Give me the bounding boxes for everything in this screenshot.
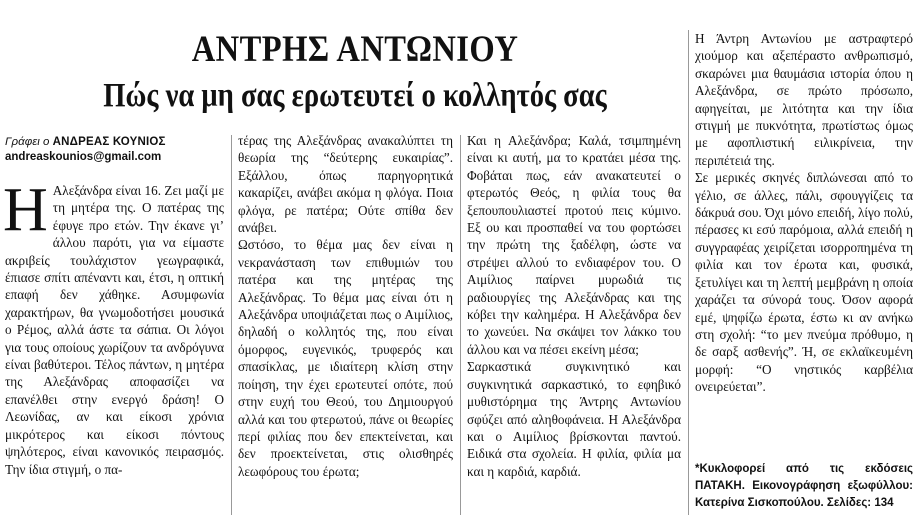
article-title: ΑΝΤΡΗΣ ΑΝΤΩΝΙΟΥ (191, 29, 519, 70)
column-divider (231, 135, 232, 515)
article-column-1 (3, 176, 224, 478)
paragraph (3, 176, 224, 478)
byline-prefix: Γράφει ο (5, 136, 50, 148)
article-column-3 (467, 132, 681, 480)
paragraph: Σε μερικές σκηνές διπλώνεσαι από το γέλιο, σε άλλες, πάλι, σφουγγίζεις τα δάκρυά σου. Όχι μόνο επειδή, λίγο πολύ, πέρασες κι εσύ παρόμοια, αλλά επειδή η συγγραφέας χειρίζεται ισορροπημένα τη φιλία και τον έρωτα και, φυσικά, ξετυλίγει και τη λεπτή μεμβράνη η οποία χαράζει τα σύνορά τους. Όσον αφορά εμέ, ψηφίζω έρωτα, έστω κι αν ανήκω στη σχολή: “το μεν πνεύμα πρόθυμο, η δε σαρξ ασθενής”. Ή, σε εκλαϊκευμένη μορφή: “Ο νηστικός καρβέλια ονειρεύεται”. (695, 170, 913, 395)
byline-author: ΑΝΔΡΕΑΣ ΚΟΥΝΙΟΣ (52, 136, 166, 148)
paragraph: Η Άντρη Αντωνίου με αστραφτερό χιούμορ και αξεπέραστο ανθρωπισμό, σκαρώνει μια θαυμάσια ιστορία όπου η Αλεξάνδρα, σε πρώτο πρόσωπο, αφηγείται, με λιτότητα και την ίδια στιγμή με πυκνότητα, πρωτίστως όμως με αφοπλιστική ειλικρίνεια, την περιπέτειά της. (695, 31, 913, 168)
paragraph: Ωστόσο, το θέμα μας δεν είναι η νεκρανάσταση των επιθυμιών του πατέρα και της μητέρας της Αλεξάνδρας. Το θέμα μας είναι ότι η Αλεξάνδρα υποψιάζεται πως ο Αιμίλιος, δηλαδή ο κολλητός της, που είναι όμορφος, ευγενικός, τρυφερός και σπασίκλας, με ιδιαίτερη κλίση στην ποίηση, την έχει ερωτευτεί οπότε, πού στην ευχή του Θεού, του Δημιουργού αλλά και του φτερωτού, πάνε οι θεωρίες περί φιλίας που δεν επεκτείνεται, και δεν προεκτείνεται, στις ολισθηρές λεωφόρους του έρωτα; (238, 237, 453, 479)
paragraph: τέρας της Αλεξάνδρας ανακαλύπτει τη θεωρία της “δεύτερης ευκαιρίας”. Εξάλλου, όπως παρηγορητικά κακαρίζει, ανάβει ακόμα η φλόγα. Ποια φλόγα, ρε πατέρα; Ούτε σπίθα δεν ανάβει. (238, 133, 453, 236)
dropcap-letter: Η (3, 176, 48, 244)
column-1-text: Αλεξάνδρα είναι 16. Ζει μαζί με τη μητέρα της. Ο πατέρας της έφυγε προ ετών. Την έκανε γι’ άλλου παρότι, για να είμαστε ακριβείς τουλάχιστον γεωγραφικά, έπιασε σπίτι απέναντι και, έτσι, η οπτική επαφή δεν χάθηκε. Ασυμφωνία χαρακτήρων, θα γνωμοδοτήσει μουσικά ο Ρέμος, αλλά άστε τα σάπια. Οι λόγοι για τους οποίους χωρίζουν τα ανδρόγυνα είναι βαθύτεροι. Τέλος πάντων, η μητέρα της Αλεξάνδρας αποφασίζει να επανέλθει στην ενεργό δράση! Ο Λεωνίδας, αν και είκοσι χρόνια μικρότερος και είκοσι πόντους ψηλότερος, είναι κανονικός πειρασμός. Την ίδια στιγμή, ο πα- (5, 183, 224, 477)
paragraph: Και η Αλεξάνδρα; Καλά, τσιμπημένη είναι κι αυτή, μα το κρατάει μέσα της. Φοβάται πως, εάν ανακατευτεί ο φτερωτός Θεός, η φιλία τους θα ξεπουπουλιαστεί προτού πεις κύμινο. Εξ ου και προσπαθεί να του φορτώσει την πρώτη της ξαδέλφη, ώστε να στρέψει αλλού το ενδιαφέρον του. Ο Αιμίλιος παίρνει μυρωδιά τις ραδιουργίες της Αλεξάνδρας και της κόβει την καλημέρα. Η Αλεξάνδρα δεν το χωνεύει. Να σκάψει τον λάκκο του άλλου και να πέσει εκείνη μέσα; (467, 133, 681, 357)
paragraph: Σαρκαστικά συγκινητικό και συγκινητικά σαρκαστικό, το εφηβικό μυθιστόρημα της Άντρης Αντωνίου σφύζει από αληθοφάνεια. Η Αλεξάνδρα και ο Αιμίλιος βρίσκονται παντού. Ειδικά στα σχολεία. Η φιλία, φιλία μα και η καρδιά, καρδιά. (467, 359, 681, 479)
article-subtitle: Πώς να μη σας ερωτευτεί ο κολλητός σας (103, 77, 607, 114)
column-divider (460, 135, 461, 515)
book-colophon: *Κυκλοφορεί από τις εκδόσεις ΠΑΤΑΚΗ. Εικονογράφηση εξωφύλλου: Κατερίνα Σισκοπούλου. Σελίδες: 134 (695, 463, 913, 509)
article-column-2 (238, 132, 453, 480)
article-column-4 (695, 30, 913, 396)
byline-email: andreaskounios@gmail.com (5, 151, 162, 163)
column-divider (688, 30, 689, 515)
byline (5, 135, 230, 165)
